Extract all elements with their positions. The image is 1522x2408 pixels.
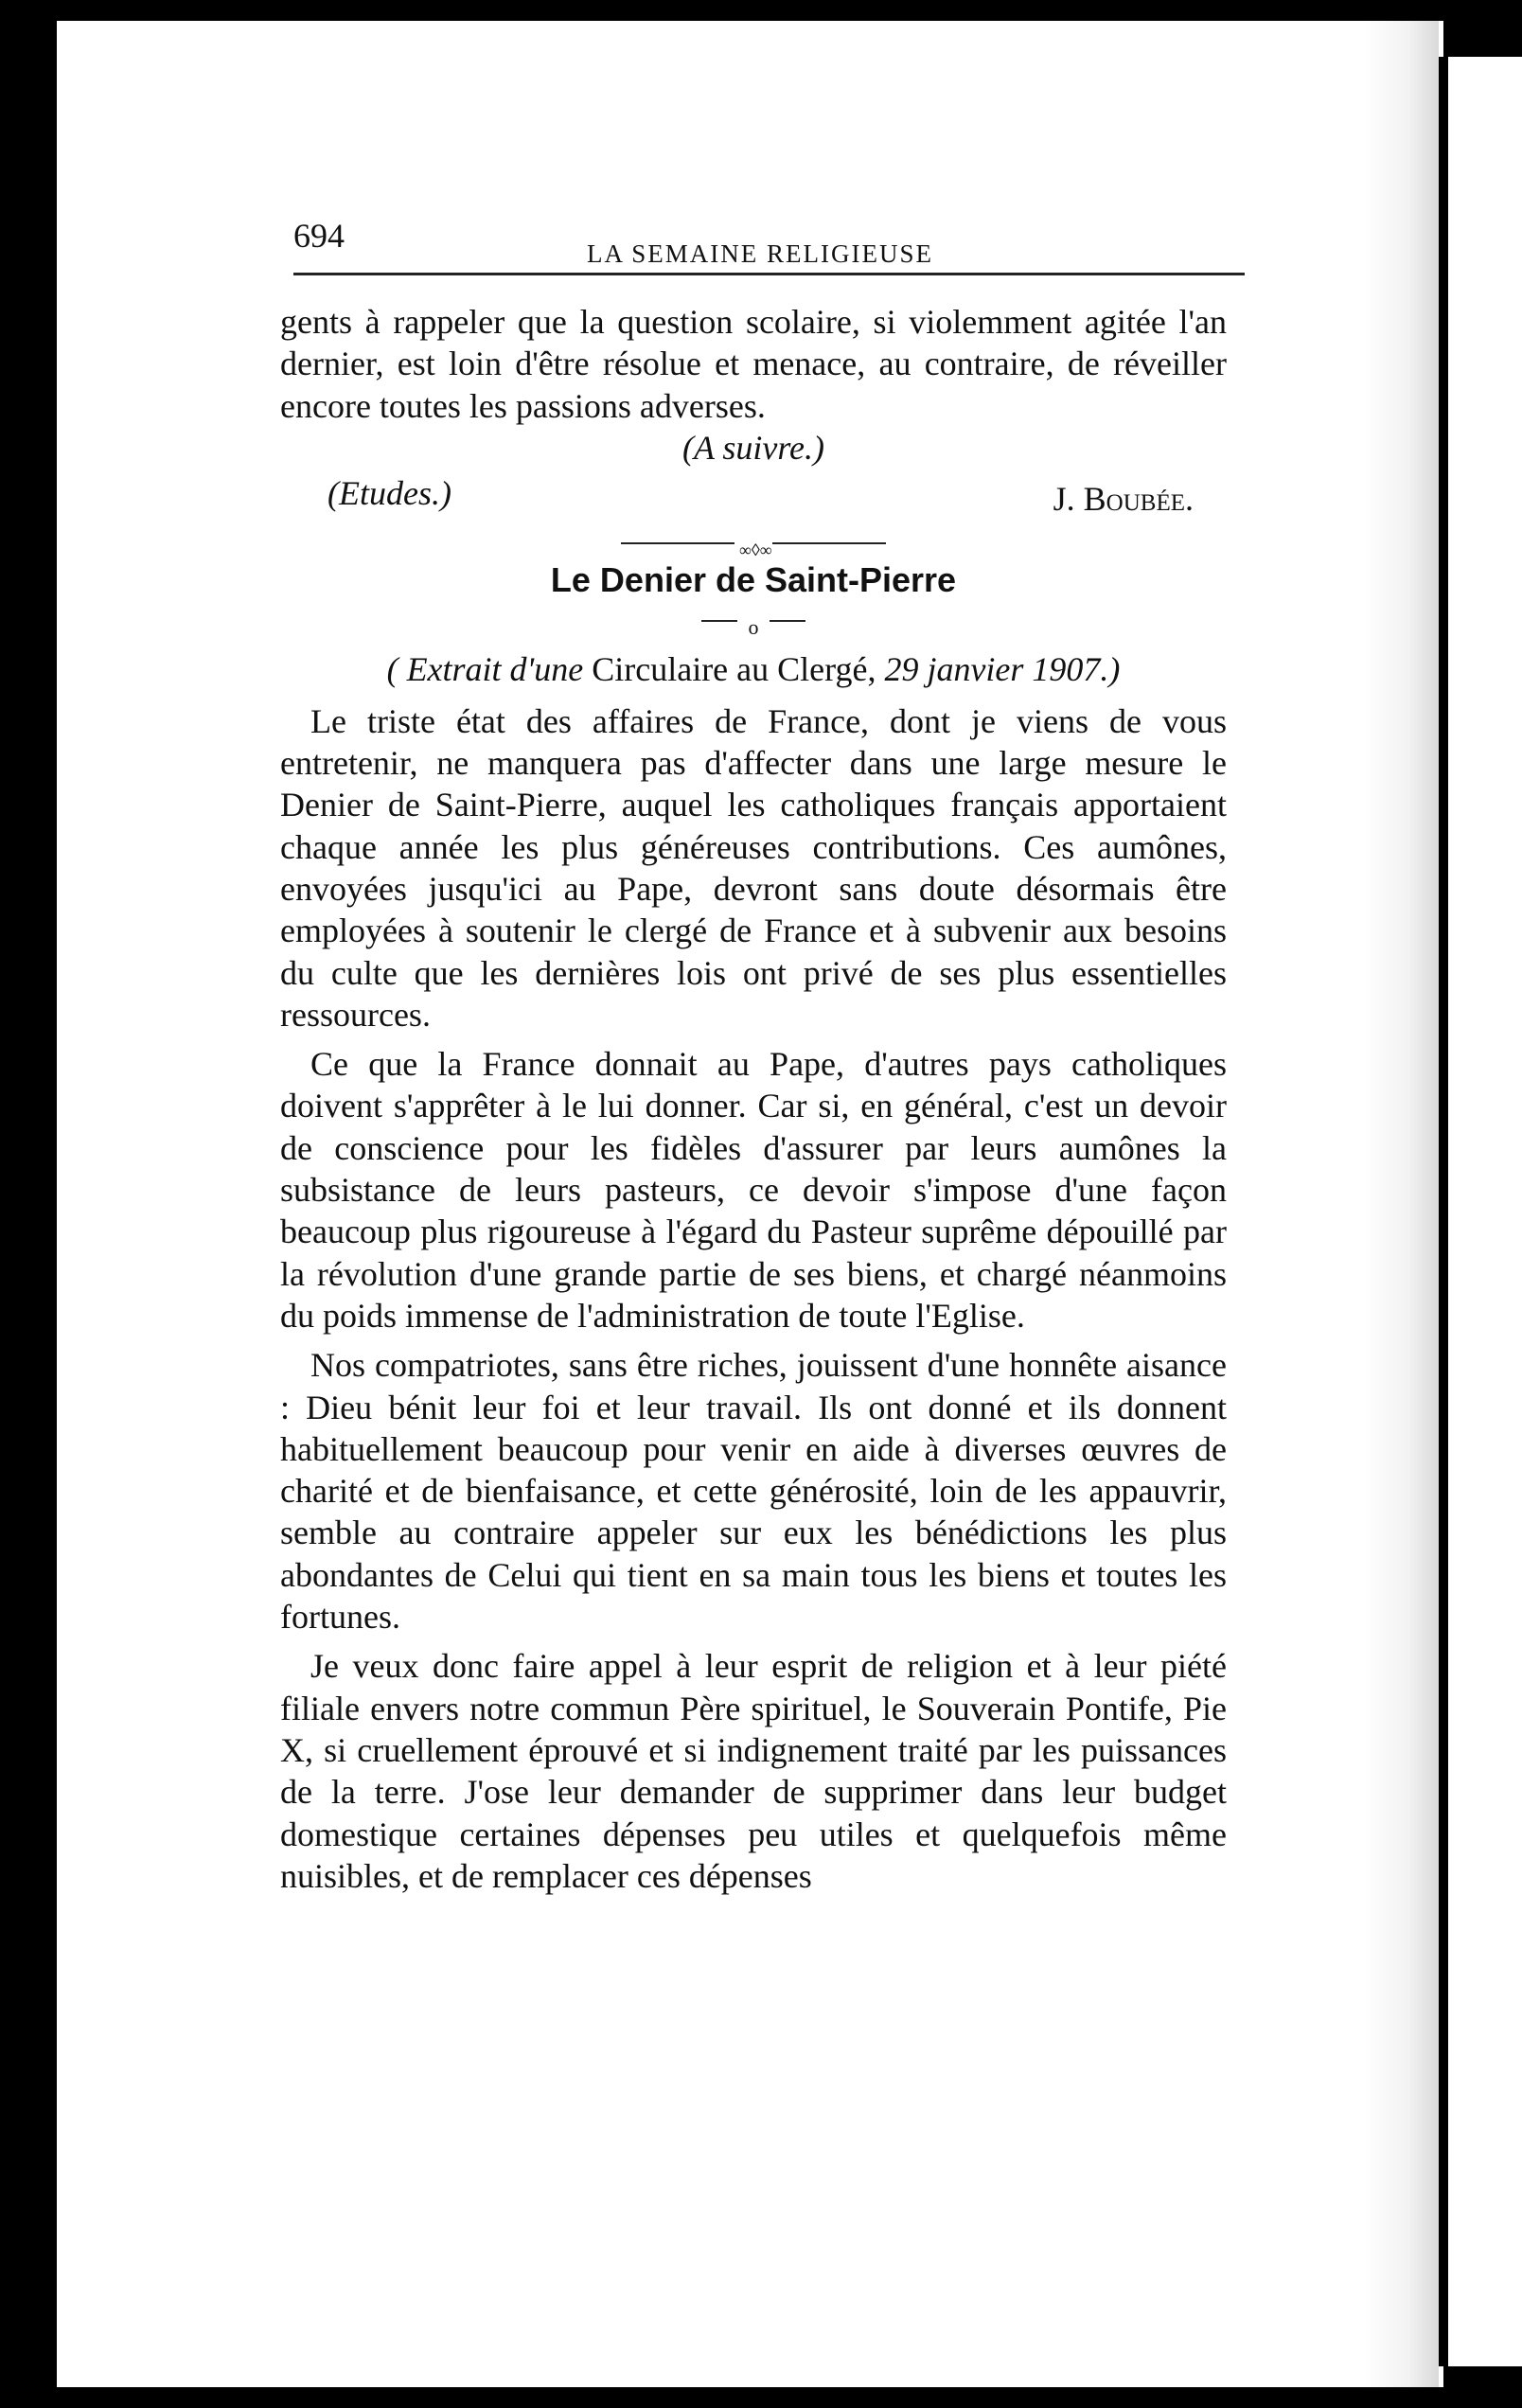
divider-line-right (772, 542, 886, 544)
source-citation: (Etudes.) (327, 474, 451, 513)
spine-shadow (1363, 21, 1439, 2387)
page-header (293, 216, 1245, 275)
paragraph-2: Ce que la France donnait au Pape, d'autres pays catholiques doivent s'apprêter à le lui donner. Car si, en général, c'est un devoir de conscience pour les fidèles d'assurer par leurs aumônes la subsistance de leurs pasteurs, ce devoir s'impose d'une façon beaucoup plus rigoureuse à l'égard du Pasteur suprême dépouillé par la révolution d'une grande partie de ses biens, et chargé néanmoins du poids immense de l'administration de toute l'Eglise. (280, 1045, 1227, 1335)
article-subtitle (280, 648, 1227, 690)
subtitle-extract: ( Extrait d'une (386, 650, 584, 689)
signature-row (280, 472, 1227, 522)
paragraph-3: Nos compatriotes, sans être riches, jouissent d'une honnête aisance : Dieu bénit leur foi et leur travail. Ils ont donné et ils donnent habituellement beaucoup pour venir en aide à diverses œuvres de charité et de bienfaisance, et cette générosité, loin de les appauvrir, semble au contraire appeler sur eux les bénédictions les plus abondantes de Celui qui tient en sa main tous les biens et toutes les fortunes. (280, 1346, 1227, 1637)
paragraph-4: Je veux donc faire appel à leur esprit de religion et à leur piété filiale envers notre commun Père spirituel, le Souverain Pontife, Pie X, si cruellement éprouvé et si indignement traité par les puissances de la terre. J'ose leur demander de supprimer dans leur budget domestique certaines dépenses peu utiles et quelquefois même nuisibles, et de remplacer ces dépenses (280, 1647, 1227, 1895)
divider-line-left (621, 542, 734, 544)
to-follow-note: (A suivre.) (682, 428, 824, 467)
subtitle-date: 29 janvier 1907.) (884, 650, 1121, 689)
title-divider-line-left (701, 620, 737, 622)
page-body (280, 301, 1227, 1897)
title-divider-ornament: o (748, 615, 759, 640)
section-divider (621, 529, 886, 558)
title-divider (701, 607, 805, 640)
running-title: LA SEMAINE RELIGIEUSE (587, 239, 933, 268)
paragraph-1: Le triste état des affaires de France, dont je viens de vous entretenir, ne manquera pas d'affecter dans une large mesure le Denier de Saint-Pierre, auquel les catholiques français apportaient chaque année les plus généreuses contributions. Ces aumônes, envoyées jusqu'ici au Pape, devront sans doute désormais être employées à soutenir le clergé de France et à subvenir aux besoins du culte que les dernières lois ont privé de ses plus essentielles ressources. (280, 701, 1227, 1034)
author-signature: J. Boubée. (1053, 480, 1194, 519)
adjacent-page-edge (1439, 57, 1522, 2366)
continued-paragraph: gents à rappeler que la question scolaire, si violemment agitée l'an dernier, est loin d'être résolue et menace, au contraire, de réveiller encore toutes les passions adverses. (280, 303, 1227, 425)
title-divider-line-right (770, 620, 805, 622)
subtitle-circular: Circulaire au Clergé, (583, 650, 885, 689)
article-title: Le Denier de Saint-Pierre (550, 560, 957, 600)
page-number: 694 (293, 217, 345, 255)
divider-ornament: ∞◊∞ (739, 540, 772, 560)
